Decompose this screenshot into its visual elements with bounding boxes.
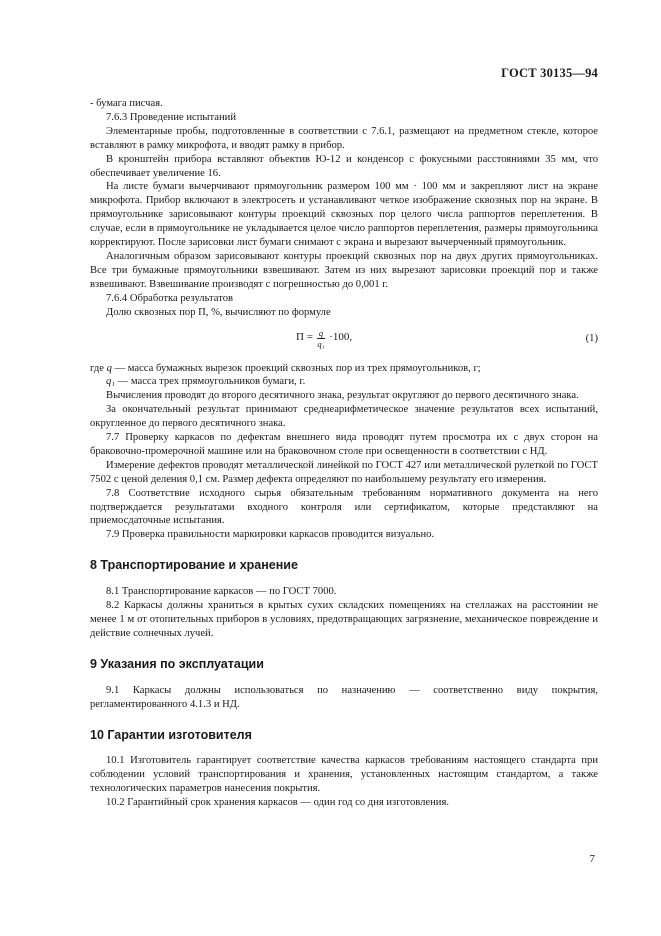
paragraph: - бумага писчая. xyxy=(90,98,163,109)
paragraph: 7.6.4 Обработка результатов xyxy=(106,292,233,304)
formula-numerator: q xyxy=(318,327,324,338)
paragraph: 7.6.3 Проведение испытаний xyxy=(106,111,236,123)
formula-lhs: П = xyxy=(296,331,313,344)
section-heading-9: 9 Указания по эксплуатации xyxy=(90,656,264,671)
formula-rhs: ·100, xyxy=(329,331,353,344)
paragraph: 7.7 Проверку каркасов по дефектам внешнего вида проводят путем просмотра их с двух сторон на браковочно-промерочной машине или на браковочном столе при освещенности в соответствии с НД. xyxy=(90,432,598,457)
standard-header: ГОСТ 30135—94 xyxy=(501,66,598,80)
where-prefix: где xyxy=(90,362,107,374)
formula-expression xyxy=(296,328,352,349)
variable-q1-description: — масса трех прямоугольников бумаги, г. xyxy=(114,376,306,388)
paragraph: Измерение дефектов проводят металлической линейкой по ГОСТ 427 или металлической рулеткой по ГОСТ 7502 с ценой деления 0,1 см. Размер дефекта определяют по наибольшему результату его измерения. xyxy=(90,459,598,485)
variable-q-description: — масса бумажных вырезок проекций сквозных пор из трех прямоугольников, г; xyxy=(111,362,481,374)
paragraph: Элементарные пробы, подготовленные в соответствии с 7.6.1, размещают на предметном стекле, которое вставляют в рамку микрофота, и вводят рамку в прибор. xyxy=(90,125,598,151)
formula-fraction xyxy=(317,328,325,349)
paragraph: 7.8 Соответствие исходного сырья обязательным требованиям нормативного документа на него подтверждается результатами входного контроля или сертификатом, которые представляют на приемосдаточные испытания. xyxy=(90,487,598,527)
paragraph: 10.2 Гарантийный срок хранения каркасов — один год со дня изготовления. xyxy=(106,797,449,809)
paragraph: Аналогичным образом зарисовывают контуры проекций сквозных пор на двух других прямоугольниках. Все три бумажные прямоугольники взвешивают. Затем из них вырезают зарисовки проекций пор и также взвешивают. Взвешивание производят с погрешностью до 0,001 г. xyxy=(90,250,598,290)
document-body xyxy=(90,97,598,810)
formula-legend-line xyxy=(90,375,598,389)
paragraph: На листе бумаги вычерчивают прямоугольник размером 100 мм · 100 мм и закрепляют лист на экране микрофота. Прибор включают в электросеть и устанавливают четкое изображение сквозных пор на экране. В прямоугольнике зарисовывают контуры проекций сквозных пор целого числа раппортов переплетения. В случае, если в прямоугольнике не укладывается целое число раппортов переплетения, размеры прямоугольника корректируют. После зарисовки лист бумаги снимают с экрана и вырезают вычерченный прямоугольник. xyxy=(90,181,598,249)
paragraph: За окончательный результат принимают среднеарифметическое значение результатов всех испытаний, округленное до первого десятичного знака. xyxy=(90,404,598,430)
page-number: 7 xyxy=(589,853,595,865)
paragraph: 10.1 Изготовитель гарантирует соответствие качества каркасов требованиям настоящего стандарта при соблюдении условий транспортирования и хранения, установленных настоящим стандартом, а также технологических параметров нанесения покрытия. xyxy=(90,755,598,795)
formula-1 xyxy=(90,324,598,360)
paragraph: 7.9 Проверка правильности маркировки каркасов проводится визуально. xyxy=(106,529,435,541)
paragraph: Долю сквозных пор П, %, вычисляют по формуле xyxy=(106,306,331,318)
variable-q1: q₁ xyxy=(106,376,115,388)
formula-denominator: q₁ xyxy=(317,338,325,349)
paragraph: Вычисления проводят до второго десятичного знака, результат округляют до первого десятичного знака. xyxy=(106,390,579,402)
formula-number: (1) xyxy=(585,332,598,344)
section-heading-8: 8 Транспортирование и хранение xyxy=(90,558,298,573)
paragraph: 8.1 Транспортирование каркасов — по ГОСТ 7000. xyxy=(106,586,337,598)
section-heading-10: 10 Гарантии изготовителя xyxy=(90,727,252,742)
variable-q: q xyxy=(106,362,112,374)
paragraph: В кронштейн прибора вставляют объектив Ю-12 и конденсор с фокусными расстояниями 35 мм, что обеспечивает увеличение 16. xyxy=(90,153,598,179)
paragraph: 9.1 Каркасы должны использоваться по назначению — соответственно виду покрытия, регламентированного 4.1.3 и НД. xyxy=(90,684,598,710)
formula-legend-line xyxy=(90,362,598,376)
paragraph: 8.2 Каркасы должны храниться в крытых сухих складских помещениях на стеллажах на расстоянии не менее 1 м от отопительных приборов в условиях, предотвращающих загрязнение, механическое повреждение и действие солнечных лучей. xyxy=(90,600,598,639)
